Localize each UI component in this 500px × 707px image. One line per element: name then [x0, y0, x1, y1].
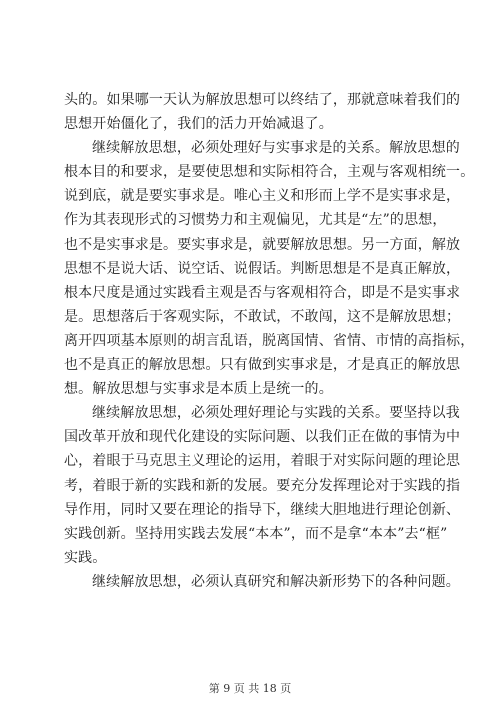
text-line: 根本尺度是通过实践看主观是否与客观相符合，即是不是实事求: [64, 284, 461, 301]
page-number-footer: 第 9 页 共 18 页: [208, 682, 292, 695]
text-line: 实践。: [64, 549, 107, 566]
paragraph-start-line: 继续解放思想，必须处理好与实事求是的关系。解放思想的: [92, 140, 460, 157]
text-line: 头的。如果哪一天认为解放思想可以终结了，那就意味着我们的: [64, 92, 461, 108]
text-line: 也不是真正的解放思想。只有做到实事求是，才是真正的解放思: [64, 357, 461, 374]
text-line: 思想开始僵化了，我们的活力开始减退了。: [64, 116, 333, 133]
text-line: 根本目的和要求，是要使思想和实际相符合，主观与客观相统一。: [64, 164, 475, 181]
text-line: 考，着眼于新的实践和新的发展。要充分发挥理论对于实践的指: [64, 477, 461, 494]
paragraph-start-line: 继续解放思想，必须认真研究和解决新形势下的各种问题。: [92, 573, 460, 590]
paragraph-start-line: 继续解放思想，必须处理好理论与实践的关系。要坚持以我: [92, 405, 460, 422]
text-line: 说到底，就是要实事求是。唯心主义和形而上学不是实事求是，: [64, 188, 461, 205]
text-line: 想。解放思想与实事求是本质上是统一的。: [64, 381, 333, 398]
text-line: 思想不是说大话、说空话、说假话。判断思想是不是真正解放，: [64, 260, 461, 277]
text-line: 心，着眼于马克思主义理论的运用，着眼于对实际问题的理论思: [64, 453, 461, 470]
text-line: 作为其表现形式的习惯势力和主观偏见，尤其是“左”的思想，: [64, 212, 447, 229]
text-line: 实践创新。坚持用实践去发展“本本”，而不是拿“本本”去“框”: [64, 525, 448, 542]
text-line: 导作用，同时又要在理论的指导下，继续大胆地进行理论创新、: [64, 501, 461, 518]
text-line: 国改革开放和现代化建设的实际问题、以我们正在做的事情为中: [64, 429, 461, 446]
text-line: 也不是实事求是。要实事求是，就要解放思想。另一方面，解放: [64, 236, 461, 253]
text-line: 是。思想落后于客观实际，不敢试，不敢闯，这不是解放思想；: [64, 308, 461, 325]
document-body: [64, 88, 475, 594]
text-line: 离开四项基本原则的胡言乱语，脱离国情、省情、市情的高指标，: [64, 332, 475, 349]
